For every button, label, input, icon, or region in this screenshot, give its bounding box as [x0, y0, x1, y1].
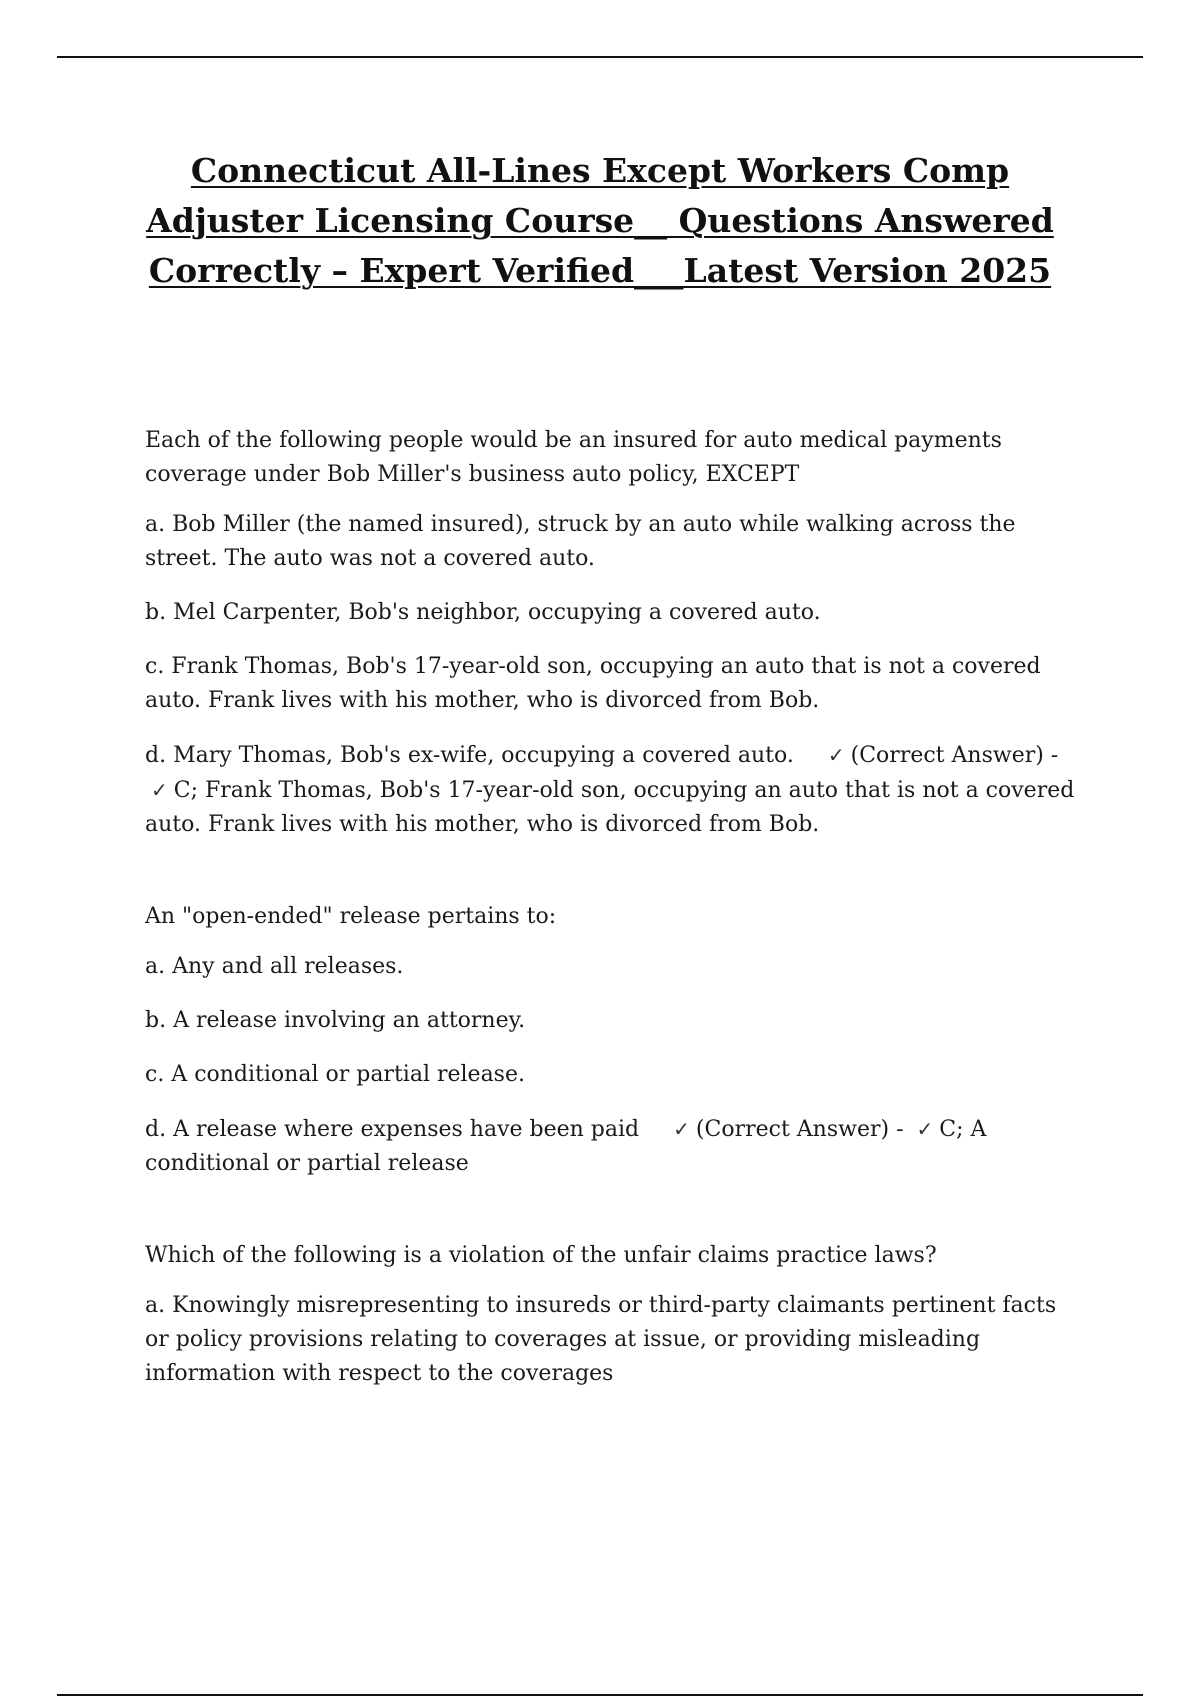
- question-stem: An "open-ended" release pertains to:: [145, 904, 557, 929]
- answer-label: (Correct Answer) -: [850, 743, 1059, 768]
- check-icon: ✓: [673, 1117, 690, 1141]
- option-b: b. A release involving an attorney.: [145, 1008, 526, 1033]
- option-d: d. A release where expenses have been paid: [145, 1117, 640, 1142]
- top-rule: [57, 56, 1143, 58]
- option-a: a. Any and all releases.: [145, 954, 404, 979]
- option-d-with-answer: [145, 738, 1085, 842]
- question-2: [145, 900, 1085, 1181]
- question-1: [145, 424, 1085, 842]
- document-title: Connecticut All-Lines Except Workers Comp Adjuster Licensing Course__ Questions Answered Correctly – Expert Verified___Latest Version 2025: [146, 151, 1054, 290]
- option-d-with-answer: [145, 1112, 1085, 1181]
- check-icon: ✓: [916, 1117, 934, 1141]
- question-stem: Each of the following people would be an insured for auto medical payments coverage under Bob Miller's business auto policy, EXCEPT: [145, 428, 1002, 487]
- check-icon: ✓: [827, 743, 845, 767]
- option-b: b. Mel Carpenter, Bob's neighbor, occupying a covered auto.: [145, 600, 821, 625]
- question-3: [145, 1239, 1085, 1391]
- option-a: a. Bob Miller (the named insured), struck by an auto while walking across the street. The auto was not a covered auto.: [145, 512, 1016, 571]
- answer-label: (Correct Answer) -: [695, 1117, 904, 1142]
- answer-text: C; Frank Thomas, Bob's 17-year-old son, occupying an auto that is not a covered auto. Frank lives with his mother, who is divorced from Bob.: [145, 778, 1075, 837]
- option-d: d. Mary Thomas, Bob's ex-wife, occupying a covered auto.: [145, 743, 794, 768]
- option-c: c. Frank Thomas, Bob's 17-year-old son, occupying an auto that is not a covered auto. Frank lives with his mother, who is divorced from Bob.: [145, 654, 1041, 713]
- document-body: [145, 424, 1085, 1449]
- answer-text: C; A conditional or partial release: [145, 1117, 987, 1176]
- question-stem: Which of the following is a violation of the unfair claims practice laws?: [145, 1243, 937, 1268]
- option-c: c. A conditional or partial release.: [145, 1062, 525, 1087]
- check-icon: ✓: [151, 778, 168, 802]
- option-a: a. Knowingly misrepresenting to insureds or third-party claimants pertinent facts or policy provisions relating to coverages at issue, or providing misleading information with respect to the coverages: [145, 1293, 1057, 1386]
- bottom-rule: [57, 1694, 1143, 1696]
